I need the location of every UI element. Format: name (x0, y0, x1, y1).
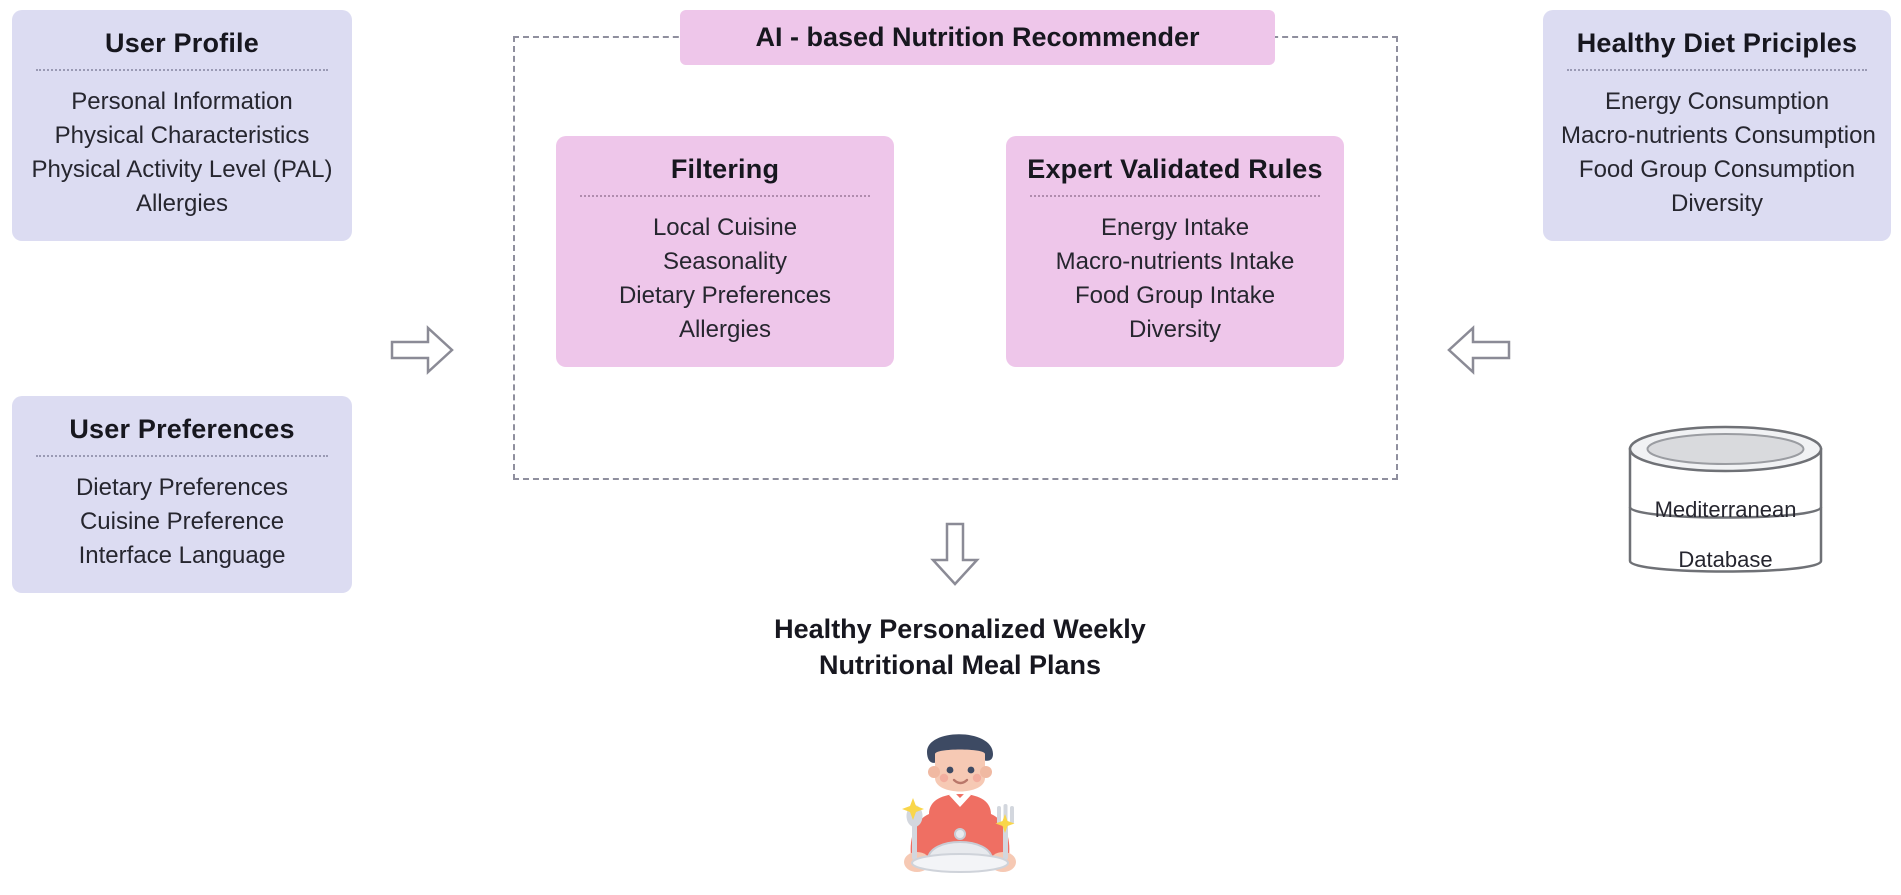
card-healthy-diet-principles (1543, 10, 1891, 241)
card-list (30, 471, 334, 573)
card-divider (1567, 69, 1867, 71)
list-item: Cuisine Preference (79, 508, 285, 536)
arrow-left-icon (1443, 320, 1513, 385)
list-item: Food Group Intake (1074, 282, 1276, 310)
card-list (30, 85, 334, 221)
list-item: Energy Consumption (1604, 88, 1830, 116)
list-item: Allergies (135, 190, 229, 218)
list-item: Energy Intake (1100, 214, 1250, 242)
card-title: Filtering (670, 154, 780, 184)
list-item: Seasonality (662, 248, 788, 276)
list-item: Dietary Preferences (618, 282, 832, 310)
database-cylinder (1618, 415, 1833, 595)
list-item: Physical Activity Level (PAL) (31, 156, 333, 184)
card-title: Healthy Diet Priciples (1576, 28, 1858, 58)
card-title: User Profile (105, 28, 259, 58)
card-filtering (556, 136, 894, 367)
card-list (1561, 85, 1876, 221)
database-label-line1: Mediterranean (1654, 497, 1797, 522)
card-divider (1030, 195, 1320, 197)
recommender-header: AI - based Nutrition Recommender (680, 10, 1275, 65)
list-item: Local Cuisine (652, 214, 798, 242)
card-list (574, 211, 876, 347)
card-expert-validated-rules (1006, 136, 1344, 367)
list-item: Macro-nutrients Consumption (1561, 122, 1876, 150)
card-divider (36, 69, 328, 71)
database-label-line2: Database (1678, 547, 1773, 572)
list-item: Dietary Preferences (75, 474, 289, 502)
output-title-line2: Nutritional Meal Plans (818, 649, 1102, 680)
list-item: Diversity (1670, 190, 1763, 218)
card-divider (580, 195, 870, 197)
list-item: Macro-nutrients Intake (1055, 248, 1295, 276)
list-item: Diversity (1128, 316, 1221, 344)
list-item: Food Group Consumption (1578, 156, 1856, 184)
chef-with-meal-tray-illustration (865, 710, 1055, 885)
card-title: Expert Validated Rules (1027, 154, 1323, 184)
list-item: Interface Language (78, 542, 286, 570)
list-item: Allergies (678, 316, 772, 344)
card-title: User Preferences (69, 414, 295, 444)
card-divider (36, 455, 328, 457)
list-item: Personal Information (71, 88, 293, 116)
list-item: Physical Characteristics (54, 122, 310, 150)
card-list (1024, 211, 1326, 347)
output-title-line1: Healthy Personalized Weekly (774, 614, 1146, 644)
arrow-right-icon (388, 320, 458, 385)
card-user-profile (12, 10, 352, 241)
output-title (680, 612, 1240, 683)
card-user-preferences (12, 396, 352, 593)
arrow-down-icon (925, 520, 985, 595)
